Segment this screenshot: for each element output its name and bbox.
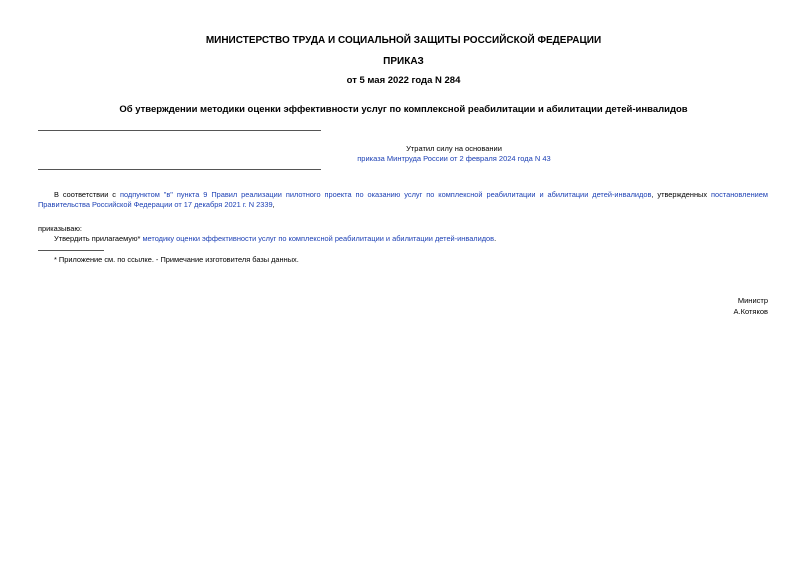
approve-paragraph bbox=[38, 234, 768, 244]
divider-bottom bbox=[38, 169, 321, 170]
order-word: приказываю: bbox=[38, 224, 82, 233]
status-note-link-line bbox=[210, 153, 698, 164]
preamble-text-c: , bbox=[272, 200, 275, 209]
signatory-position: Министр bbox=[737, 296, 768, 305]
rules-subparagraph-link[interactable]: подпунктом "в" пункта 9 Правил реализации пилотного проекта по оказанию услуг по комплексной реабилитации и абилитации детей-инвалидов bbox=[119, 190, 652, 199]
footnote: * Приложение см. по ссылке. - Примечание изготовителя базы данных. bbox=[54, 255, 299, 264]
preamble-text-a: В соответствии с bbox=[54, 190, 120, 199]
preamble-text-b: , утвержденных bbox=[651, 190, 711, 199]
signatory-name: А.Котяков bbox=[733, 307, 768, 316]
repeal-order-link[interactable]: приказа Минтруда России от 2 февраля 2024 года N 43 bbox=[357, 154, 551, 163]
doc-type-heading: ПРИКАЗ bbox=[383, 56, 424, 67]
ministry-heading: МИНИСТЕРСТВО ТРУДА И СОЦИАЛЬНОЙ ЗАЩИТЫ РОССИЙСКОЙ ФЕДЕРАЦИИ bbox=[205, 35, 602, 46]
preamble-paragraph bbox=[38, 190, 768, 210]
approve-text-b: . bbox=[494, 234, 497, 243]
government-resolution-link[interactable]: постановлением Правительства Российской Федерации от 17 декабря 2021 г. N 2339 bbox=[38, 190, 768, 209]
footnote-divider bbox=[38, 250, 104, 251]
methodology-link[interactable]: методику оценки эффективности услуг по комплексной реабилитации и абилитации детей-инвалидов bbox=[142, 234, 495, 243]
date-number: от 5 мая 2022 года N 284 bbox=[346, 75, 461, 86]
approve-text-a: Утвердить прилагаемую* bbox=[54, 234, 143, 243]
status-note-text: Утратил силу на основании bbox=[406, 144, 502, 153]
document-title: Об утверждении методики оценки эффективности услуг по комплексной реабилитации и абилитации детей-инвалидов bbox=[119, 104, 688, 115]
divider-top bbox=[38, 130, 321, 131]
